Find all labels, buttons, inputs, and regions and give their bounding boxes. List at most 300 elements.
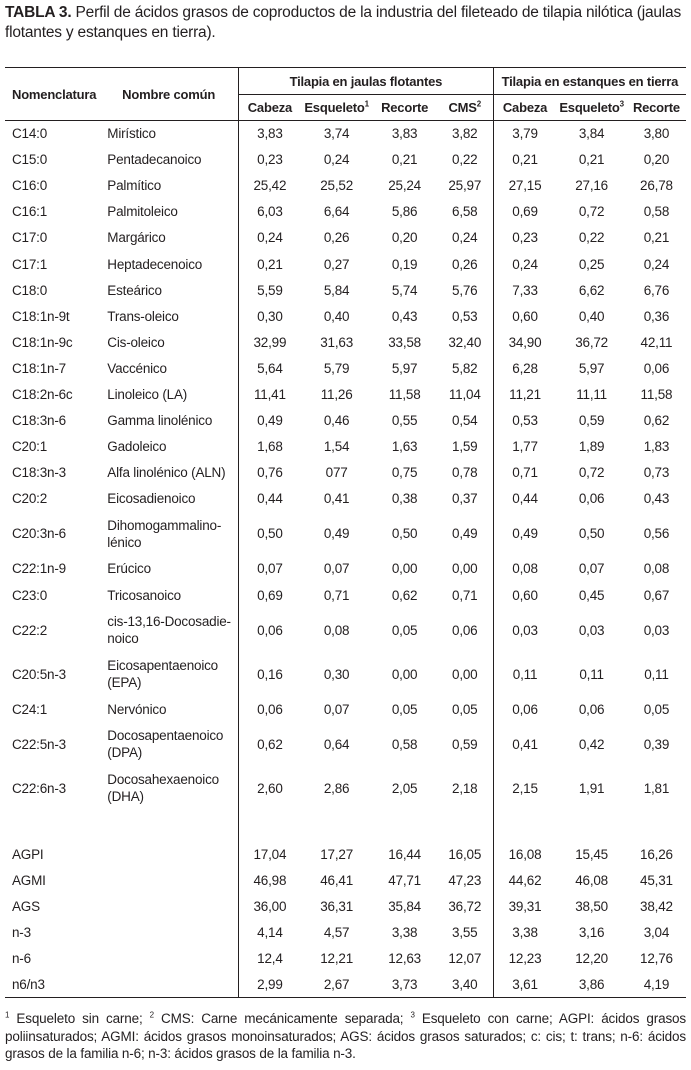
cell-value: 5,86 bbox=[391, 204, 418, 220]
cell-nombre-comun bbox=[99, 867, 238, 893]
cell-value: 46,98 bbox=[239, 867, 301, 893]
cell-value: 0,71 bbox=[323, 587, 350, 603]
cell-nombre-comun: Mirístico bbox=[107, 126, 156, 142]
cell-value: 0,38 bbox=[391, 491, 418, 507]
cell-value: 2,60 bbox=[239, 766, 301, 810]
cell-value: 45,31 bbox=[640, 872, 673, 888]
table-row bbox=[5, 121, 686, 147]
cell-value: 0,40 bbox=[323, 308, 350, 324]
cell-value: 12,07 bbox=[448, 951, 482, 967]
cell-value: 0,49 bbox=[239, 408, 301, 434]
cell-value: 11,58 bbox=[640, 386, 673, 402]
cell-value: 5,84 bbox=[323, 282, 350, 298]
cell-value: 1,83 bbox=[643, 439, 670, 455]
table-row bbox=[5, 841, 686, 867]
cell-value: 6,28 bbox=[493, 355, 556, 381]
cell-nomenclatura: C20:5n-3 bbox=[12, 666, 66, 682]
cell-value: 25,97 bbox=[448, 178, 482, 194]
cell-value: 0,72 bbox=[578, 204, 605, 220]
table-row bbox=[5, 355, 686, 381]
cell-nomenclatura: n-6 bbox=[12, 951, 31, 967]
cell-nombre-comun: Alfa linolénico (ALN) bbox=[107, 465, 226, 481]
cell-value: 3,79 bbox=[493, 121, 556, 147]
cell-value: 0,06 bbox=[578, 701, 605, 717]
cell-value: 0,69 bbox=[239, 582, 301, 608]
header-esqueleto-1: Esqueleto$^1$ bbox=[301, 95, 373, 121]
cell-value: 0,22 bbox=[452, 152, 478, 168]
cell-nomenclatura: C20:2 bbox=[12, 491, 48, 507]
table-row bbox=[5, 408, 686, 434]
cell-value: 0,08 bbox=[323, 622, 350, 638]
cell-value: 3,83 bbox=[239, 121, 301, 147]
cell-value: 3,80 bbox=[643, 126, 670, 142]
fatty-acid-table bbox=[5, 68, 686, 998]
cell-value: 11,21 bbox=[493, 381, 556, 407]
cell-value: 0,43 bbox=[391, 308, 418, 324]
table-footnote: $^1$ Esqueleto sin carne; $^2$ CMS: Carne mecánicamente separada; $^3$ Esqueleto con carne; AGPI: ácidos grasos poliinsaturados; AGMI: ácidos grasos monoinsaturados; AGS: ácidos grasos saturados; c: cis; t: trans; n-6: ácidos grasos de la familia n-6; n-3: ácidos grasos de la familia n-3. bbox=[5, 1010, 687, 1061]
cell-value: 0,58 bbox=[643, 204, 670, 220]
cell-value: 27,15 bbox=[493, 173, 556, 199]
cell-value: 0,39 bbox=[643, 736, 670, 752]
cell-value: 3,86 bbox=[556, 972, 627, 998]
cell-value: 0,62 bbox=[643, 413, 670, 429]
cell-value: 36,00 bbox=[239, 893, 301, 919]
header-recorte: Recorte bbox=[372, 95, 436, 121]
cell-nombre-comun: Nervónico bbox=[107, 701, 167, 717]
table-row bbox=[5, 893, 686, 919]
cell-nombre-comun: Dihomogammalino- lénico bbox=[107, 517, 222, 550]
header-esqueleto-3: Esqueleto$^3$ bbox=[556, 95, 627, 121]
cell-nombre-comun: Tricosanoico bbox=[107, 587, 181, 603]
table-row bbox=[5, 173, 686, 199]
cell-nombre-comun: Docosapentaenoico (DPA) bbox=[107, 728, 224, 761]
cell-value: 0,30 bbox=[323, 666, 350, 682]
cell-value: 0,60 bbox=[493, 303, 556, 329]
cell-value: 11,04 bbox=[448, 386, 481, 402]
cell-value: 5,76 bbox=[452, 282, 478, 298]
table-row bbox=[5, 251, 686, 277]
cell-nombre-comun: Cis-oleico bbox=[107, 334, 165, 350]
cell-value: 0,30 bbox=[239, 303, 301, 329]
cell-value: 42,11 bbox=[640, 334, 673, 350]
cell-value: 11,58 bbox=[388, 386, 421, 402]
cell-value: 0,67 bbox=[643, 587, 670, 603]
header-group-estanques: Tilapia en estanques en tierra bbox=[493, 68, 686, 95]
table-row bbox=[5, 696, 686, 722]
cell-value: 0,05 bbox=[391, 701, 418, 717]
cell-value: 16,05 bbox=[448, 846, 482, 862]
cell-nomenclatura: C23:0 bbox=[12, 587, 48, 603]
cell-value: 0,22 bbox=[578, 230, 605, 246]
cell-nombre-comun bbox=[99, 946, 238, 972]
table-row bbox=[5, 582, 686, 608]
cell-value: 1,89 bbox=[578, 439, 605, 455]
cell-nomenclatura: C15:0 bbox=[12, 152, 48, 168]
cell-nombre-comun: Gadoleico bbox=[107, 439, 167, 455]
cell-value: 0,41 bbox=[323, 491, 350, 507]
cell-value: 0,53 bbox=[452, 308, 478, 324]
table-row bbox=[5, 147, 686, 173]
cell-value: 33,58 bbox=[388, 334, 421, 350]
cell-value: 0,21 bbox=[643, 230, 670, 246]
cell-value: 0,71 bbox=[493, 460, 556, 486]
cell-nomenclatura: C22:6n-3 bbox=[12, 780, 66, 796]
cell-value: 0,06 bbox=[643, 360, 670, 376]
cell-nomenclatura: C18:3n-6 bbox=[12, 413, 66, 429]
cell-value: 0,78 bbox=[452, 465, 478, 481]
cell-value: 5,79 bbox=[323, 360, 350, 376]
cell-value: 5,59 bbox=[239, 277, 301, 303]
cell-value: 34,90 bbox=[493, 329, 556, 355]
cell-value: 0,07 bbox=[239, 556, 301, 582]
cell-value: 0,59 bbox=[452, 736, 478, 752]
cell-value: 2,15 bbox=[493, 766, 556, 810]
cell-value: 36,72 bbox=[448, 898, 482, 914]
cell-value: 0,06 bbox=[239, 696, 301, 722]
cell-value: 36,72 bbox=[575, 334, 608, 350]
cell-nomenclatura: C16:1 bbox=[12, 204, 48, 220]
cell-nomenclatura: C17:1 bbox=[12, 256, 48, 272]
cell-nomenclatura: C20:3n-6 bbox=[12, 526, 66, 542]
cell-value: 32,40 bbox=[448, 334, 482, 350]
cell-nombre-comun: Erúcico bbox=[107, 561, 151, 577]
cell-value: 0,49 bbox=[493, 512, 556, 556]
header-nomenclatura: Nomenclatura bbox=[5, 68, 99, 121]
caption-text: Perfil de ácidos grasos de coproductos de la industria del fileteado de tilapia nilótica (jaulas flotantes y estanques en tierra). bbox=[5, 4, 682, 41]
cell-nombre-comun bbox=[99, 919, 238, 945]
cell-value: 0,00 bbox=[391, 666, 418, 682]
cell-value: 0,21 bbox=[391, 152, 418, 168]
cell-value: 38,50 bbox=[575, 898, 608, 914]
cell-value: 25,52 bbox=[320, 178, 354, 194]
cell-value: 0,06 bbox=[452, 622, 478, 638]
cell-value: 0,23 bbox=[493, 225, 556, 251]
table-row bbox=[5, 434, 686, 460]
cell-value: 0,25 bbox=[578, 256, 605, 272]
cell-value: 4,19 bbox=[627, 972, 686, 998]
cell-value: 0,21 bbox=[493, 147, 556, 173]
cell-nombre-comun: Palmitoleico bbox=[107, 204, 178, 220]
cell-value: 3,82 bbox=[452, 126, 478, 142]
cell-value: 0,50 bbox=[391, 526, 418, 542]
cell-value: 0,08 bbox=[493, 556, 556, 582]
cell-value: 0,19 bbox=[391, 256, 418, 272]
cell-value: 0,06 bbox=[239, 608, 301, 652]
cell-value: 0,69 bbox=[493, 199, 556, 225]
cell-nombre-comun: Trans-oleico bbox=[107, 308, 179, 324]
cell-value: 0,40 bbox=[578, 308, 605, 324]
cell-nomenclatura: n6/n3 bbox=[5, 972, 99, 998]
table-row bbox=[5, 277, 686, 303]
table-body bbox=[5, 121, 686, 998]
cell-nombre-comun: Esteárico bbox=[107, 282, 162, 298]
cell-value: 47,23 bbox=[448, 872, 482, 888]
cell-value: 0,37 bbox=[452, 491, 478, 507]
cell-value: 35,84 bbox=[388, 898, 421, 914]
cell-value: 46,08 bbox=[575, 872, 608, 888]
cell-nomenclatura: C22:1n-9 bbox=[12, 561, 66, 577]
cell-value: 0,42 bbox=[578, 736, 605, 752]
cell-value: 0,53 bbox=[493, 408, 556, 434]
cell-value: 2,67 bbox=[301, 972, 373, 998]
cell-value: 0,06 bbox=[578, 491, 605, 507]
table-caption bbox=[5, 3, 685, 43]
cell-value: 0,06 bbox=[493, 696, 556, 722]
cell-value: 0,55 bbox=[391, 413, 418, 429]
cell-nomenclatura: C17:0 bbox=[12, 230, 48, 246]
cell-value: 4,57 bbox=[323, 925, 350, 941]
cell-value: 0,05 bbox=[452, 701, 478, 717]
cell-nombre-comun: Docosahexaenoico (DHA) bbox=[107, 772, 219, 805]
cell-nombre-comun: Linoleico (LA) bbox=[107, 386, 188, 402]
table-row bbox=[5, 381, 686, 407]
cell-nomenclatura: C20:1 bbox=[12, 439, 48, 455]
cell-value: 0,44 bbox=[239, 486, 301, 512]
cell-nombre-comun bbox=[99, 972, 238, 998]
cell-value: 16,44 bbox=[388, 846, 421, 862]
cell-value: 0,21 bbox=[239, 251, 301, 277]
table-row bbox=[5, 608, 686, 652]
cell-nombre-comun: Gamma linolénico bbox=[107, 413, 213, 429]
cell-nomenclatura: C18:0 bbox=[12, 282, 48, 298]
cell-value: 3,84 bbox=[578, 126, 605, 142]
cell-nomenclatura: AGMI bbox=[12, 872, 46, 888]
cell-value: 0,16 bbox=[239, 652, 301, 696]
header-cabeza-2: Cabeza bbox=[493, 95, 556, 121]
cell-value: 077 bbox=[325, 465, 348, 481]
spacer-row bbox=[5, 810, 686, 841]
cell-value: 16,08 bbox=[493, 841, 556, 867]
table-row bbox=[5, 867, 686, 893]
cell-value: 0,05 bbox=[391, 622, 418, 638]
cell-value: 17,04 bbox=[239, 841, 301, 867]
cell-nombre-comun: Eicosadienoico bbox=[107, 491, 196, 507]
cell-value: 0,21 bbox=[578, 152, 605, 168]
cell-nomenclatura: AGS bbox=[12, 898, 40, 914]
caption-label: TABLA 3. bbox=[5, 4, 72, 21]
cell-value: 0,54 bbox=[452, 413, 478, 429]
cell-value: 0,59 bbox=[578, 413, 605, 429]
cell-value: 0,44 bbox=[493, 486, 556, 512]
cell-value: 25,24 bbox=[388, 178, 421, 194]
cell-value: 0,24 bbox=[239, 225, 301, 251]
cell-value: 32,99 bbox=[239, 329, 301, 355]
cell-value: 0,64 bbox=[323, 736, 350, 752]
table-row bbox=[5, 199, 686, 225]
cell-nomenclatura: C16:0 bbox=[12, 178, 48, 194]
cell-value: 4,14 bbox=[239, 919, 301, 945]
cell-value: 44,62 bbox=[493, 867, 556, 893]
cell-value: 3,40 bbox=[437, 972, 493, 998]
cell-value: 3,04 bbox=[643, 925, 670, 941]
cell-value: 3,55 bbox=[452, 925, 478, 941]
cell-nombre-comun: Palmítico bbox=[107, 178, 162, 194]
cell-value: 2,86 bbox=[323, 780, 350, 796]
cell-nombre-comun: Heptadecenoico bbox=[107, 256, 203, 272]
cell-value: 3,74 bbox=[323, 126, 350, 142]
cell-value: 0,50 bbox=[239, 512, 301, 556]
cell-value: 0,00 bbox=[452, 561, 478, 577]
cell-value: 0,62 bbox=[391, 587, 418, 603]
cell-value: 6,03 bbox=[239, 199, 301, 225]
cell-nomenclatura: AGPI bbox=[12, 846, 44, 862]
cell-value: 1,91 bbox=[578, 780, 605, 796]
cell-value: 0,11 bbox=[644, 666, 669, 682]
cell-value: 16,26 bbox=[640, 846, 673, 862]
cell-value: 0,76 bbox=[239, 460, 301, 486]
cell-value: 0,24 bbox=[323, 152, 350, 168]
cell-value: 0,43 bbox=[643, 491, 670, 507]
cell-value: 0,73 bbox=[643, 465, 670, 481]
cell-value: 0,50 bbox=[578, 526, 605, 542]
cell-value: 47,71 bbox=[388, 872, 421, 888]
cell-value: 12,20 bbox=[575, 951, 608, 967]
cell-nombre-comun: Vaccénico bbox=[107, 360, 167, 376]
cell-value: 11,11 bbox=[576, 386, 607, 402]
cell-value: 0,24 bbox=[643, 256, 670, 272]
header-cms: CMS$^2$ bbox=[437, 95, 493, 121]
table-row bbox=[5, 225, 686, 251]
cell-value: 2,05 bbox=[391, 780, 418, 796]
cell-value: 3,83 bbox=[391, 126, 418, 142]
cell-nomenclatura: C22:2 bbox=[12, 622, 48, 638]
cell-nomenclatura: n-3 bbox=[12, 925, 31, 941]
cell-value: 0,49 bbox=[452, 526, 478, 542]
cell-value: 0,46 bbox=[323, 413, 350, 429]
cell-value: 0,75 bbox=[391, 465, 418, 481]
cell-value: 3,73 bbox=[372, 972, 436, 998]
cell-value: 0,08 bbox=[643, 561, 670, 577]
header-group-jaulas: Tilapia en jaulas flotantes bbox=[239, 68, 494, 95]
cell-value: 3,16 bbox=[578, 925, 605, 941]
cell-value: 3,61 bbox=[493, 972, 556, 998]
cell-value: 5,64 bbox=[239, 355, 301, 381]
table-row bbox=[5, 556, 686, 582]
cell-value: 1,68 bbox=[239, 434, 301, 460]
table-row bbox=[5, 766, 686, 810]
cell-value: 6,62 bbox=[578, 282, 605, 298]
cell-value: 0,26 bbox=[452, 256, 478, 272]
cell-nombre-comun bbox=[99, 893, 238, 919]
cell-value: 6,76 bbox=[643, 282, 670, 298]
cell-value: 0,03 bbox=[578, 622, 605, 638]
cell-value: 0,03 bbox=[643, 622, 670, 638]
cell-value: 6,58 bbox=[452, 204, 478, 220]
header-nombre-comun: Nombre común bbox=[99, 68, 238, 121]
cell-value: 0,71 bbox=[452, 587, 478, 603]
cell-value: 11,26 bbox=[320, 386, 353, 402]
cell-nombre-comun: cis-13,16-Docosadie- noico bbox=[107, 614, 231, 647]
cell-nomenclatura: C14:0 bbox=[12, 126, 48, 142]
cell-nomenclatura: C22:5n-3 bbox=[12, 736, 66, 752]
cell-value: 0,45 bbox=[578, 587, 605, 603]
cell-value: 46,41 bbox=[320, 872, 354, 888]
table-row bbox=[5, 919, 686, 945]
cell-nomenclatura: C18:1n-7 bbox=[12, 360, 66, 376]
table-row bbox=[5, 486, 686, 512]
cell-nombre-comun: Margárico bbox=[107, 230, 166, 246]
cell-value: 0,72 bbox=[578, 465, 605, 481]
cell-value: 5,82 bbox=[452, 360, 478, 376]
table-row bbox=[5, 329, 686, 355]
cell-value: 0,07 bbox=[578, 561, 605, 577]
cell-value: 3,38 bbox=[493, 919, 556, 945]
cell-value: 2,99 bbox=[239, 972, 301, 998]
table-row bbox=[5, 972, 686, 998]
cell-value: 0,49 bbox=[323, 526, 350, 542]
cell-nombre-comun: Eicosapentaenoico (EPA) bbox=[107, 658, 218, 691]
cell-nomenclatura: C18:2n-6c bbox=[12, 386, 73, 402]
cell-value: 1,59 bbox=[452, 439, 478, 455]
cell-value: 0,23 bbox=[239, 147, 301, 173]
cell-value: 1,63 bbox=[391, 439, 418, 455]
table-row bbox=[5, 946, 686, 972]
cell-value: 0,60 bbox=[493, 582, 556, 608]
cell-value: 0,00 bbox=[452, 666, 478, 682]
cell-value: 0,20 bbox=[391, 230, 418, 246]
cell-value: 11,41 bbox=[239, 381, 301, 407]
cell-value: 12,76 bbox=[640, 951, 673, 967]
cell-value: 15,45 bbox=[575, 846, 608, 862]
cell-value: 0,00 bbox=[391, 561, 418, 577]
cell-value: 25,42 bbox=[239, 173, 301, 199]
cell-value: 1,54 bbox=[323, 439, 350, 455]
table-row bbox=[5, 460, 686, 486]
cell-value: 5,97 bbox=[578, 360, 605, 376]
cell-value: 0,03 bbox=[493, 608, 556, 652]
cell-nomenclatura: C24:1 bbox=[12, 701, 48, 717]
cell-nomenclatura: C18:1n-9c bbox=[12, 334, 73, 350]
table-row bbox=[5, 652, 686, 696]
cell-value: 0,11 bbox=[579, 666, 604, 682]
table-row bbox=[5, 512, 686, 556]
cell-value: 0,07 bbox=[323, 701, 350, 717]
cell-value: 0,58 bbox=[391, 736, 418, 752]
cell-nomenclatura: C18:3n-3 bbox=[12, 465, 66, 481]
cell-value: 0,07 bbox=[323, 561, 350, 577]
cell-value: 2,18 bbox=[452, 780, 478, 796]
cell-nombre-comun bbox=[99, 841, 238, 867]
cell-value: 39,31 bbox=[493, 893, 556, 919]
cell-value: 12,23 bbox=[493, 946, 556, 972]
cell-value: 1,81 bbox=[643, 780, 670, 796]
cell-value: 0,05 bbox=[643, 701, 670, 717]
cell-value: 0,24 bbox=[452, 230, 478, 246]
cell-value: 26,78 bbox=[640, 178, 673, 194]
cell-value: 0,24 bbox=[493, 251, 556, 277]
cell-value: 0,26 bbox=[323, 230, 350, 246]
cell-value: 7,33 bbox=[493, 277, 556, 303]
cell-value: 12,21 bbox=[320, 951, 354, 967]
cell-value: 31,63 bbox=[320, 334, 354, 350]
cell-value: 6,64 bbox=[323, 204, 350, 220]
header-recorte-2: Recorte bbox=[627, 95, 686, 121]
cell-value: 0,56 bbox=[643, 526, 670, 542]
cell-value: 3,38 bbox=[391, 925, 418, 941]
cell-value: 0,36 bbox=[643, 308, 670, 324]
cell-value: 12,63 bbox=[388, 951, 421, 967]
cell-value: 12,4 bbox=[239, 946, 301, 972]
cell-value: 0,41 bbox=[493, 722, 556, 766]
table-row bbox=[5, 722, 686, 766]
table-row bbox=[5, 303, 686, 329]
cell-nombre-comun: Pentadecanoico bbox=[107, 152, 202, 168]
cell-value: 17,27 bbox=[320, 846, 354, 862]
cell-value: 36,31 bbox=[320, 898, 354, 914]
header-cabeza: Cabeza bbox=[239, 95, 301, 121]
cell-value: 0,27 bbox=[323, 256, 350, 272]
cell-value: 38,42 bbox=[640, 898, 673, 914]
